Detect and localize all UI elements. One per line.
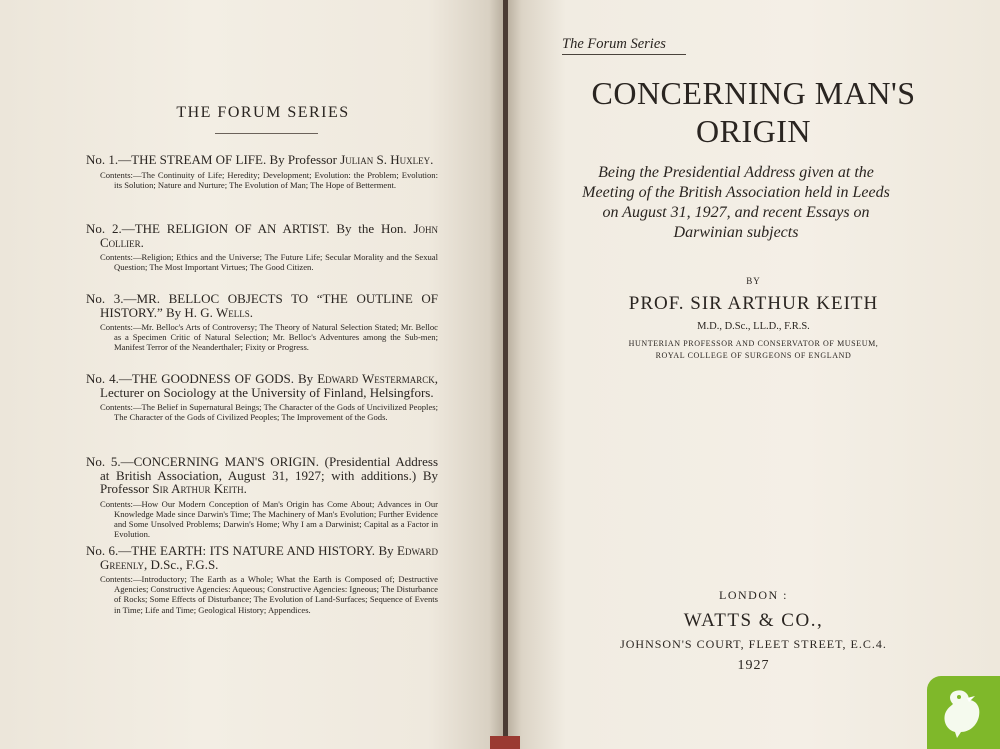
series-entry-5 <box>86 455 438 539</box>
entry-contents: Contents:—Introductory; The Earth as a Whole; What the Earth is Composed of; Destructive Agencies; Constructive Agencies: Aqueous; Constructive Agencies: Igneous; The Disturbance of Rocks; Some Effects of Disturbance; The Evolution of Land-Surfaces; Sequence of Events in Time; Life and Time; Geological History; Appendices. <box>100 574 438 615</box>
heading-rule <box>215 133 318 134</box>
entry-title: No. 4.—THE GOODNESS OF GODS. By Edward Westermarck, Lecturer on Sociology at the University of Finland, Helsingfors. <box>86 371 438 400</box>
series-entry-6 <box>86 544 438 615</box>
position-line-2: ROYAL COLLEGE OF SURGEONS OF ENGLAND <box>655 350 852 360</box>
author-name: PROF. SIR ARTHUR KEITH <box>628 293 879 314</box>
entry-title: No. 5.—CONCERNING MAN'S ORIGIN. (Presidential Address at British Association, August 31, 1927; with additions.) By Professor Sir Arthur Keith. <box>86 454 438 496</box>
entry-contents: Contents:—Mr. Belloc's Arts of Controversy; The Theory of Natural Selection Stated; Mr. Belloc as a Specimen Critic of Natural Selection; Mr. Belloc's Adventures among the Sub-men; Manifest Terror of the Neanderthaler; Fixity or Progress. <box>100 322 438 353</box>
position-line-1: HUNTERIAN PROFESSOR AND CONSERVATOR OF MUSEUM, <box>628 339 879 348</box>
series-entry-1 <box>86 153 438 190</box>
entry-contents: Contents:—The Continuity of Life; Heredity; Development; Evolution: the Problem; Evolution: its Solution; Nature and Nurture; The Evolution of Man; The Hope of Betterment. <box>100 169 438 190</box>
entry-contents: Contents:—The Belief in Supernatural Beings; The Character of the Gods of Uncivilized Peoples; The Character of the Gods of Civilized Peoples; The Improvement of the Gods. <box>100 402 438 423</box>
entry-contents: Contents:—Religion; Ethics and the Universe; The Future Life; Secular Morality and the Sexual Question; The Most Important Virtues; The Good Citizen. <box>100 252 438 273</box>
series-entry-3 <box>86 292 438 353</box>
publisher-address: JOHNSON'S COURT, FLEET STREET, E.C.4. <box>620 637 887 651</box>
publisher-city: LONDON : <box>719 588 788 602</box>
title-line-1: CONCERNING MAN'S <box>591 75 916 111</box>
publication-year: 1927 <box>737 658 770 673</box>
series-underline <box>562 54 686 55</box>
entry-contents: Contents:—How Our Modern Conception of Man's Origin has Come About; Advances in Our Knowledge Made since Darwin's Time; The Machinery of Man's Evolution; Further Evidence and Some Unsolved Problems; Darwin's Home; Why I am a Darwinist; Capital as a Factor in Evolution. <box>100 498 438 540</box>
title-line-2: ORIGIN <box>696 113 811 149</box>
by-label: BY <box>746 276 761 286</box>
dodo-bird-icon <box>939 686 989 740</box>
series-label: The Forum Series <box>562 36 666 52</box>
entry-title: No. 3.—MR. BELLOC OBJECTS TO “THE OUTLINE OF HISTORY.” By H. G. Wells. <box>86 291 438 320</box>
lastdodo-logo-icon <box>927 676 1000 749</box>
binding-edge <box>490 736 520 749</box>
book-subtitle: Being the Presidential Address given at the Meeting of the British Association held in Leeds on August 31, 1927, and recent Essays on Darwinian subjects <box>582 164 890 241</box>
entry-title: No. 2.—THE RELIGION OF AN ARTIST. By the Hon. John Collier. <box>86 221 438 250</box>
author-qualifications: M.D., D.Sc., LL.D., F.R.S. <box>697 321 810 332</box>
entry-title: No. 6.—THE EARTH: ITS NATURE AND HISTORY. By Edward Greenly, D.Sc., F.G.S. <box>86 543 438 572</box>
author-position <box>507 338 1000 361</box>
entry-title: No. 1.—THE STREAM OF LIFE. By Professor Julian S. Huxley. <box>86 152 434 167</box>
series-entry-4 <box>86 372 438 422</box>
publisher-name: WATTS & CO., <box>683 610 824 631</box>
series-heading: THE FORUM SERIES <box>176 104 350 121</box>
series-entry-2 <box>86 222 438 272</box>
book-title <box>507 74 1000 150</box>
